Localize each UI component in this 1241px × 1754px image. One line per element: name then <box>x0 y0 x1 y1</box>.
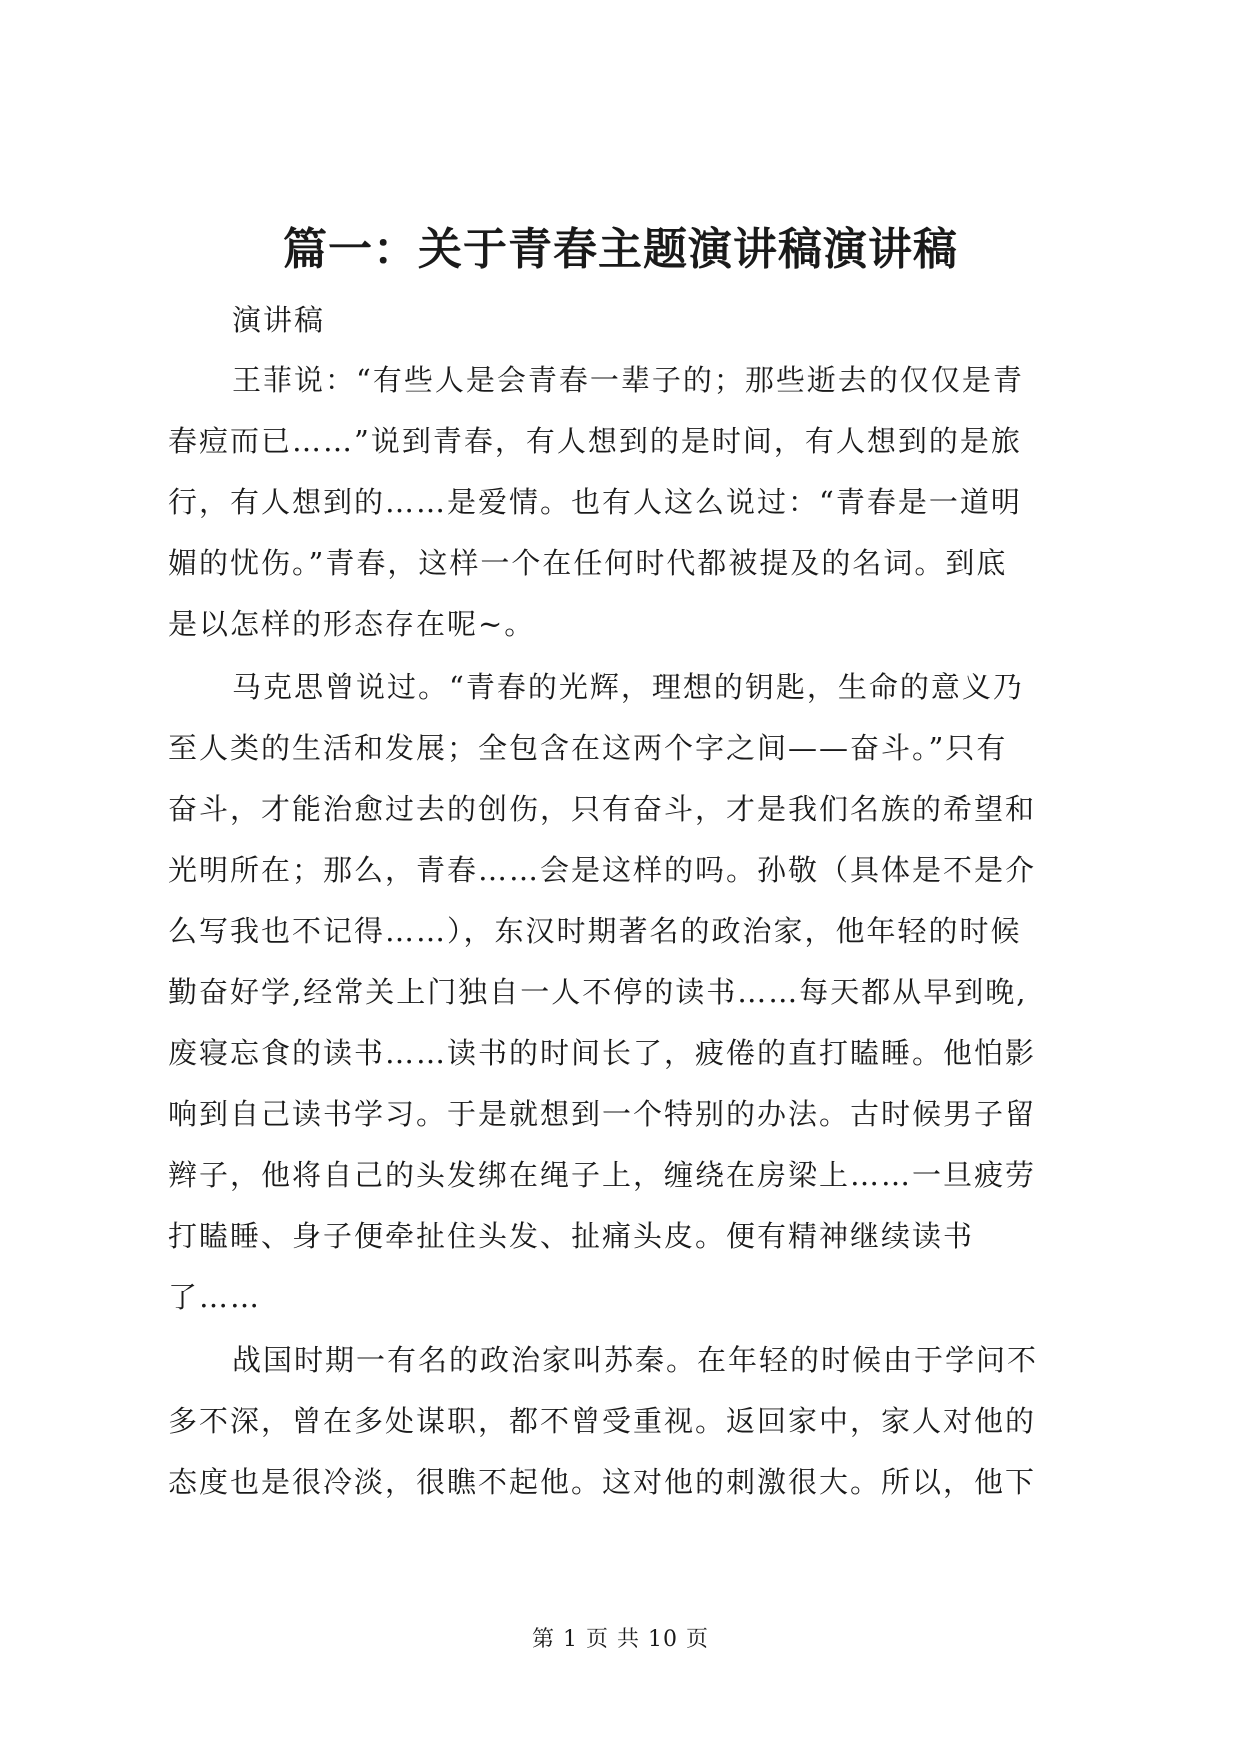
text-line: 光明所在；那么，青春……会是这样的吗。孙敬（具体是不是介 <box>168 853 1037 887</box>
text-line: 么写我也不记得……），东汉时期著名的政治家，他年轻的时候 <box>168 914 1022 948</box>
text-line: 王菲说：“有些人是会青春一辈子的；那些逝去的仅仅是青 <box>232 363 1024 397</box>
document-subtitle: 演讲稿 <box>232 303 326 337</box>
text-line: 春痘而已……”说到青春，有人想到的是时间，有人想到的是旅 <box>168 424 1022 458</box>
text-line: 勤奋好学,经常关上门独自一人不停的读书……每天都从早到晚, <box>168 975 1028 1009</box>
text-line: 态度也是很冷淡，很瞧不起他。这对他的刺激很大。所以，他下 <box>168 1465 1037 1499</box>
text-line: 打瞌睡、身子便牵扯住头发、扯痛头皮。便有精神继续读书 <box>168 1219 975 1253</box>
text-line: 废寝忘食的读书……读书的时间长了，疲倦的直打瞌睡。他怕影 <box>168 1036 1037 1070</box>
text-line: 奋斗，才能治愈过去的创伤，只有奋斗，才是我们名族的希望和 <box>168 792 1037 826</box>
text-line: 响到自己读书学习。于是就想到一个特别的办法。古时候男子留 <box>168 1097 1037 1131</box>
text-line: 了…… <box>168 1280 262 1314</box>
text-line: 战国时期一有名的政治家叫苏秦。在年轻的时候由于学问不 <box>232 1343 1039 1377</box>
text-line: 辫子，他将自己的头发绑在绳子上，缠绕在房梁上……一旦疲劳 <box>168 1158 1037 1192</box>
text-line: 行，有人想到的……是爱情。也有人这么说过：“青春是一道明 <box>168 485 1022 519</box>
text-line: 是以怎样的形态存在呢~。 <box>168 607 536 641</box>
page-footer: 第 1 页 共 10 页 <box>532 1627 709 1652</box>
text-line: 多不深，曾在多处谋职，都不曾受重视。返回家中，家人对他的 <box>168 1404 1037 1438</box>
text-line: 至人类的生活和发展；全包含在这两个字之间——奋斗。”只有 <box>168 731 1008 765</box>
text-line: 媚的忧伤。”青春，这样一个在任何时代都被提及的名词。到底 <box>168 546 1008 580</box>
document-title: 篇一：关于青春主题演讲稿演讲稿 <box>283 224 958 275</box>
text-line: 马克思曾说过。“青春的光辉，理想的钥匙，生命的意义乃 <box>232 670 1024 704</box>
